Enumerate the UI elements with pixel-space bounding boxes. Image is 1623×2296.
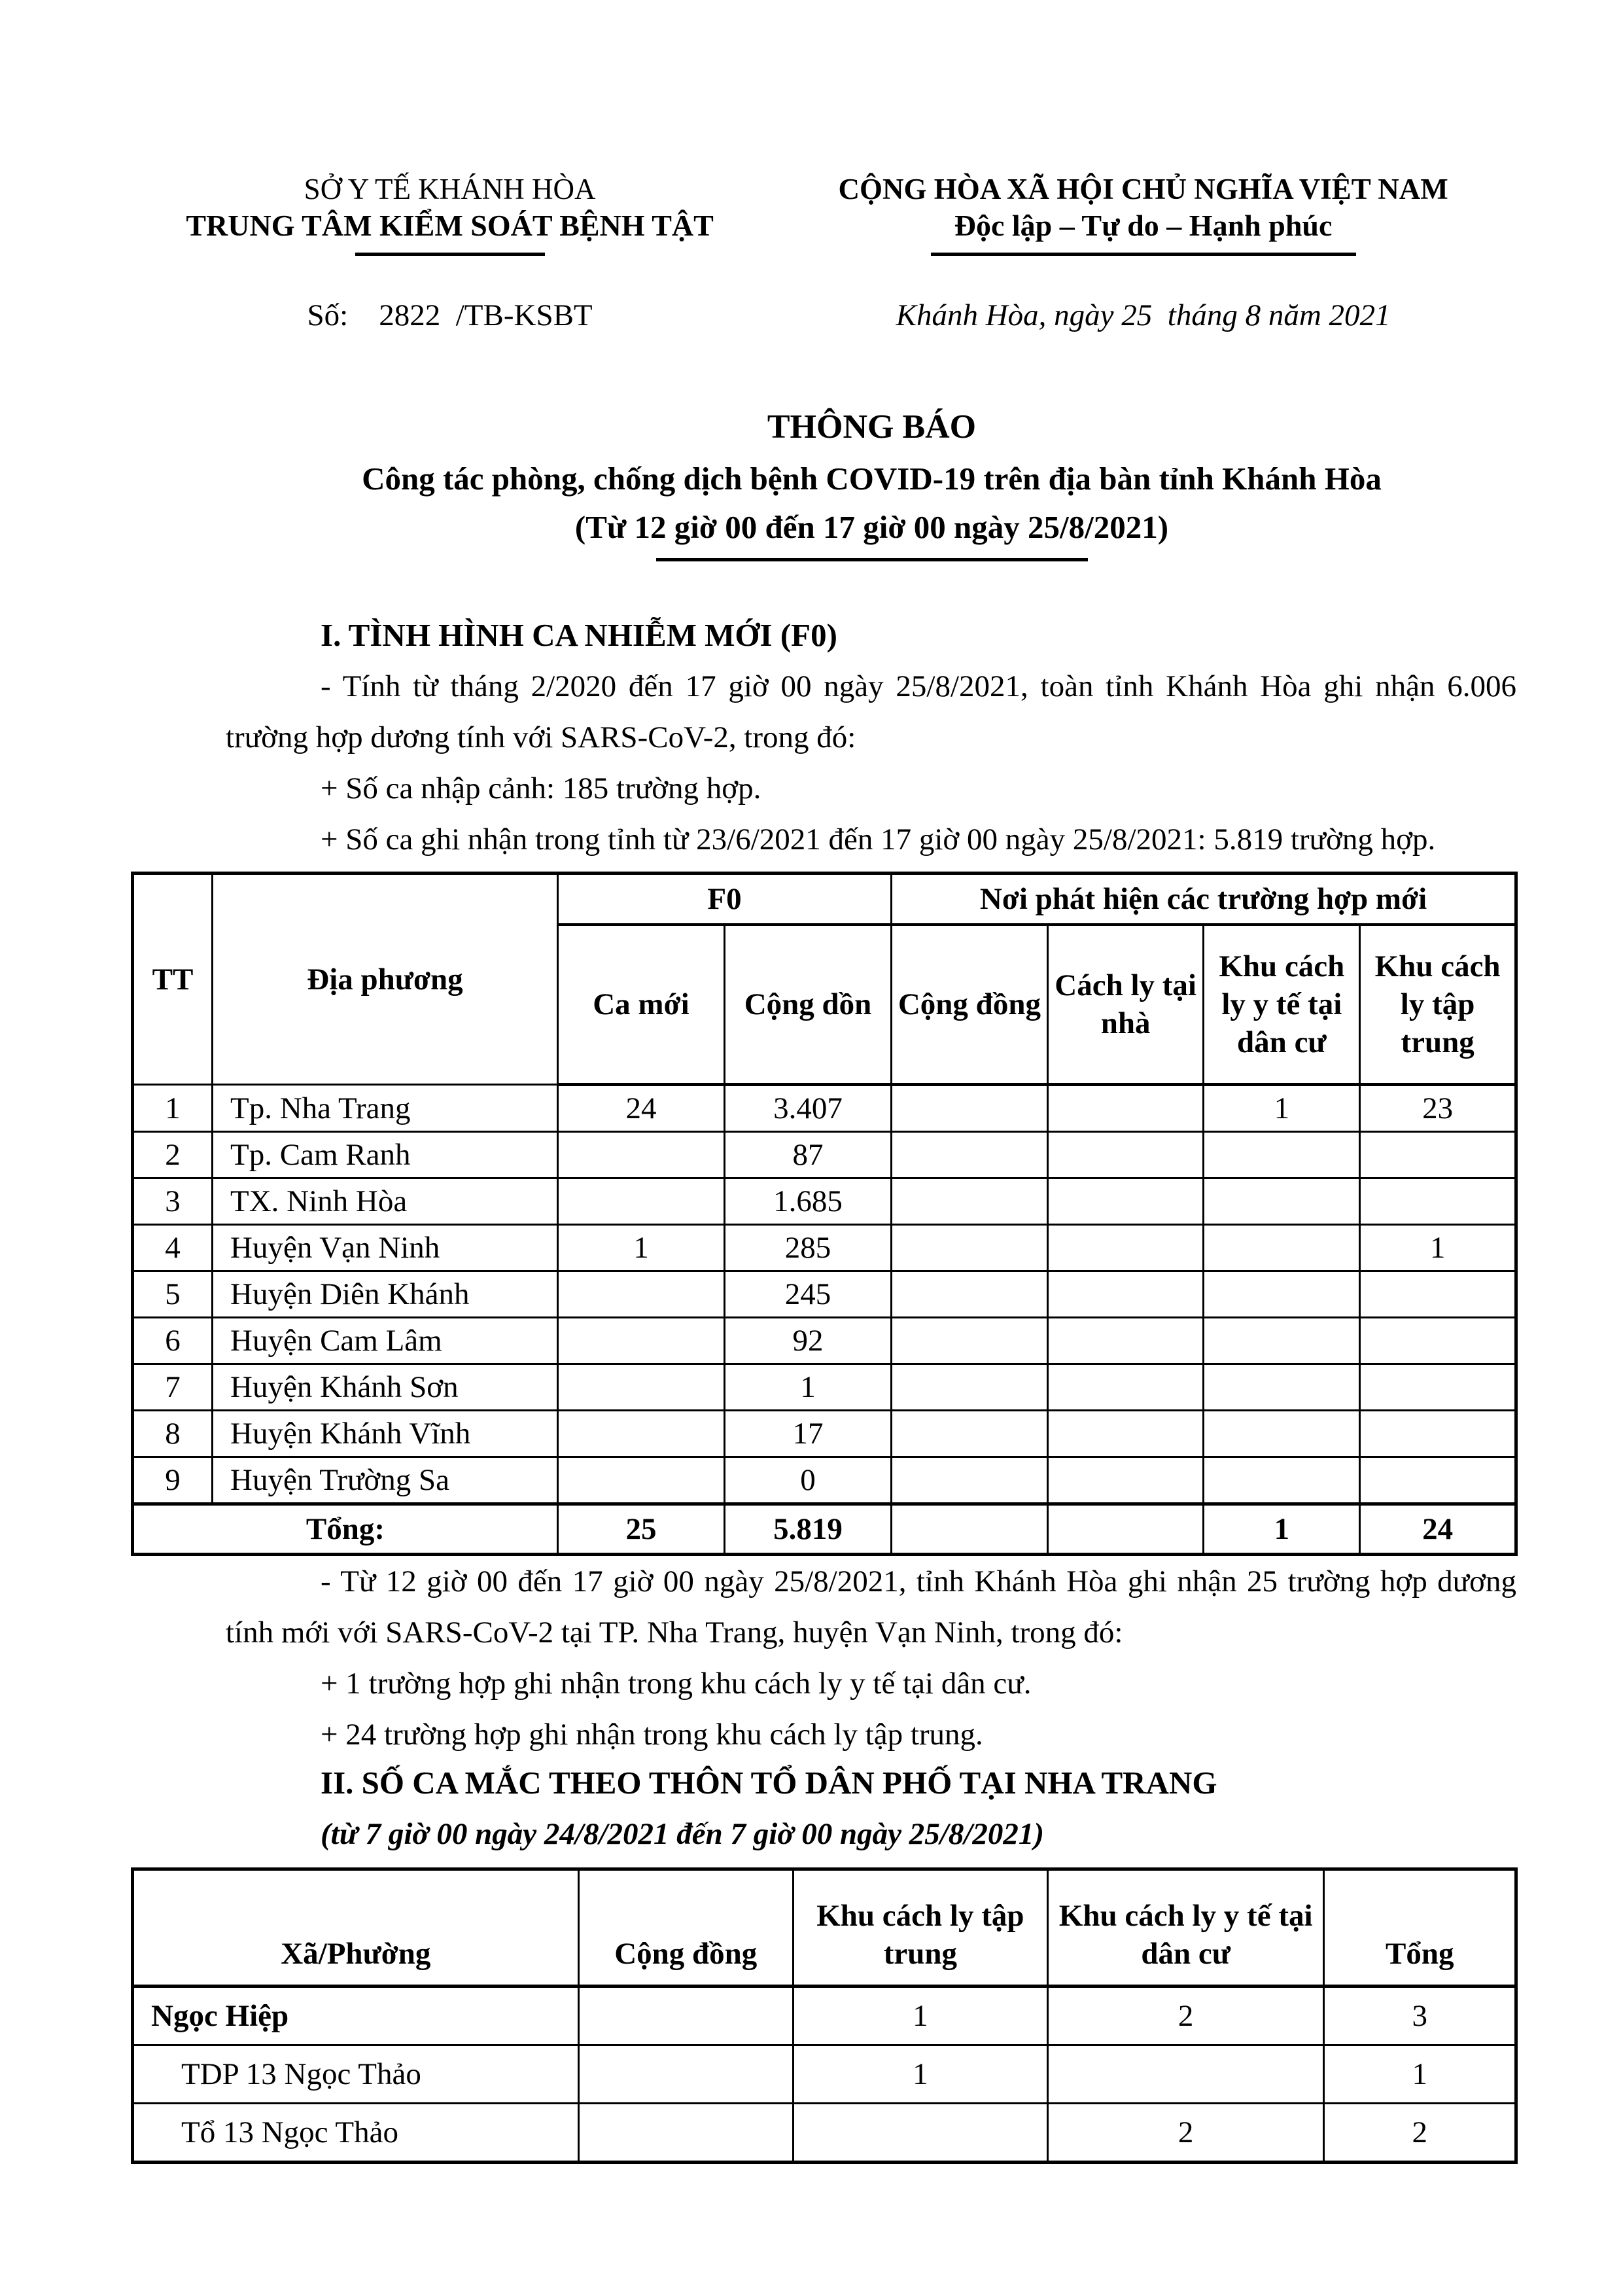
cell-home-quarantine (1047, 1085, 1204, 1132)
national-header-block (769, 171, 1518, 341)
cell-locality: Tp. Cam Ranh (213, 1132, 558, 1178)
cell-cumulative: 92 (724, 1318, 891, 1364)
table-total-row (133, 1504, 1516, 1555)
cell-central-quarantine (1360, 1457, 1516, 1504)
cell-home-quarantine (1047, 1132, 1204, 1178)
cell-home-quarantine (1047, 1411, 1204, 1457)
title-underline (656, 558, 1088, 561)
cell-new-cases (557, 1364, 724, 1411)
cell-medical-quarantine (1204, 1457, 1360, 1504)
cell-locality: Huyện Khánh Sơn (213, 1364, 558, 1411)
cell-new-cases (557, 1132, 724, 1178)
cell-central-quarantine: 1 (793, 2045, 1047, 2104)
col-header-ward: Xã/Phường (133, 1869, 579, 1987)
cell-central-quarantine: 1 (793, 1987, 1047, 2045)
cell-central-quarantine (1360, 1271, 1516, 1318)
col-header-tt: TT (133, 874, 213, 1085)
cell-cumulative: 0 (724, 1457, 891, 1504)
cell-community (892, 1271, 1048, 1318)
section-1-bullet-medical-zone: + 1 trường hợp ghi nhận trong khu cách ly y tế tại dân cư. (321, 1667, 1032, 1701)
table-row (133, 1132, 1516, 1178)
section-2-subtitle: (từ 7 giờ 00 ngày 24/8/2021 đến 7 giờ 00 ngày 25/8/2021) (321, 1817, 1045, 1851)
cell-central-quarantine (1360, 1364, 1516, 1411)
table-row (133, 1318, 1516, 1364)
cell-community (892, 1411, 1048, 1457)
cell-community (892, 1132, 1048, 1178)
cell-total-home-quarantine (1047, 1504, 1204, 1555)
section-1-paragraph: - Tính từ tháng 2/2020 đến 17 giờ 00 ngày 25/8/2021, toàn tỉnh Khánh Hòa ghi nhận 6.006 trường hợp dương tính với SARS-CoV-2, trong đó: (226, 669, 1516, 754)
cell-medical-quarantine: 2 (1047, 2104, 1324, 2163)
cell-central-quarantine (1360, 1411, 1516, 1457)
cell-cumulative: 245 (724, 1271, 891, 1318)
cell-cumulative: 285 (724, 1225, 891, 1271)
cell-community (892, 1457, 1048, 1504)
cell-central-quarantine (1360, 1318, 1516, 1364)
cell-locality: Huyện Trường Sa (213, 1457, 558, 1504)
cell-locality: Tp. Nha Trang (213, 1085, 558, 1132)
cell-ward-name: Ngọc Hiệp (133, 1987, 579, 2045)
place-date-line: Khánh Hòa, ngày 25 tháng 8 năm 2021 (896, 298, 1391, 332)
cell-total-cumulative: 5.819 (724, 1504, 891, 1555)
cell-total: 3 (1324, 1987, 1516, 2045)
cell-tt: 1 (133, 1085, 213, 1132)
cell-new-cases (557, 1271, 724, 1318)
table-row (133, 1457, 1516, 1504)
table-row (133, 1364, 1516, 1411)
document-header (131, 171, 1518, 341)
motto-underline (931, 253, 1356, 256)
col-header-locality: Địa phương (213, 874, 558, 1085)
cell-total-medical-quarantine: 1 (1204, 1504, 1360, 1555)
table-header-row (133, 1869, 1516, 1987)
cell-medical-quarantine (1204, 1178, 1360, 1225)
cell-locality: TX. Ninh Hòa (213, 1178, 558, 1225)
cell-tt: 5 (133, 1271, 213, 1318)
section-1-paragraph-2: - Từ 12 giờ 00 đến 17 giờ 00 ngày 25/8/2021, tỉnh Khánh Hòa ghi nhận 25 trường hợp dương tính mới với SARS-CoV-2 tại TP. Nha Trang, huyện Vạn Ninh, trong đó: (226, 1564, 1516, 1650)
cell-central-quarantine: 1 (1360, 1225, 1516, 1271)
cell-new-cases: 24 (557, 1085, 724, 1132)
reporting-period: (Từ 12 giờ 00 đến 17 giờ 00 ngày 25/8/2021) (574, 509, 1169, 545)
table-row (133, 1178, 1516, 1225)
section-1-bullet-central-zone: + 24 trường hợp ghi nhận trong khu cách ly tập trung. (321, 1718, 983, 1752)
cell-medical-quarantine (1204, 1318, 1360, 1364)
col-header-new-cases: Ca mới (557, 925, 724, 1085)
cell-community (892, 1364, 1048, 1411)
cell-new-cases (557, 1457, 724, 1504)
cell-community (892, 1318, 1048, 1364)
cell-home-quarantine (1047, 1225, 1204, 1271)
cell-tt: 4 (133, 1225, 213, 1271)
table-row-hamlet (133, 2045, 1516, 2104)
cell-medical-quarantine (1204, 1132, 1360, 1178)
cell-central-quarantine (1360, 1178, 1516, 1225)
col-header-cumulative: Cộng dồn (724, 925, 891, 1085)
col-header-central-quarantine: Khu cách ly tập trung (793, 1869, 1047, 1987)
cell-locality: Huyện Khánh Vĩnh (213, 1411, 558, 1457)
section-1-heading: I. TÌNH HÌNH CA NHIỄM MỚI (F0) (321, 617, 837, 653)
cell-home-quarantine (1047, 1364, 1204, 1411)
agency-underline (355, 253, 545, 256)
cell-tt: 3 (133, 1178, 213, 1225)
cell-tt: 2 (133, 1132, 213, 1178)
cell-home-quarantine (1047, 1178, 1204, 1225)
cell-medical-quarantine (1204, 1225, 1360, 1271)
cell-medical-quarantine (1047, 2045, 1324, 2104)
cell-medical-quarantine (1204, 1364, 1360, 1411)
cell-home-quarantine (1047, 1318, 1204, 1364)
col-header-community: Cộng đồng (578, 1869, 793, 1987)
national-motto: Độc lập – Tự do – Hạnh phúc (954, 209, 1333, 242)
table-row (133, 1085, 1516, 1132)
col-header-home-quarantine: Cách ly tại nhà (1047, 925, 1204, 1085)
section-1-bullet-imported-cases: + Số ca nhập cảnh: 185 trường hợp. (321, 771, 761, 805)
cell-medical-quarantine: 2 (1047, 1987, 1324, 2045)
cases-by-ward-table (131, 1867, 1518, 2164)
cell-home-quarantine (1047, 1457, 1204, 1504)
table-row-ward (133, 1987, 1516, 2045)
cell-community (578, 2104, 793, 2163)
cell-tt: 7 (133, 1364, 213, 1411)
cell-community (578, 2045, 793, 2104)
cell-tt: 6 (133, 1318, 213, 1364)
cell-cumulative: 1.685 (724, 1178, 891, 1225)
col-header-medical-quarantine-zone: Khu cách ly y tế tại dân cư (1204, 925, 1360, 1085)
document-subject: Công tác phòng, chống dịch bệnh COVID-19 trên địa bàn tỉnh Khánh Hòa (362, 461, 1382, 497)
cell-total-community (892, 1504, 1048, 1555)
cell-locality: Huyện Vạn Ninh (213, 1225, 558, 1271)
document-number: Số: 2822 /TB-KSBT (307, 298, 593, 332)
cell-locality: Huyện Cam Lâm (213, 1318, 558, 1364)
cell-total: 1 (1324, 2045, 1516, 2104)
agency-name: TRUNG TÂM KIỂM SOÁT BỆNH TẬT (186, 209, 714, 242)
cell-total: 2 (1324, 2104, 1516, 2163)
cell-new-cases (557, 1318, 724, 1364)
table-row (133, 1225, 1516, 1271)
cell-central-quarantine (1360, 1132, 1516, 1178)
cell-medical-quarantine (1204, 1271, 1360, 1318)
table-row (133, 1271, 1516, 1318)
cell-total-new-cases: 25 (557, 1504, 724, 1555)
cell-medical-quarantine (1204, 1411, 1360, 1457)
col-group-f0: F0 (557, 874, 891, 925)
cell-tt: 8 (133, 1411, 213, 1457)
col-group-detection-place: Nơi phát hiện các trường hợp mới (892, 874, 1516, 925)
section-1-bullet-local-cases: + Số ca ghi nhận trong tỉnh từ 23/6/2021 đến 17 giờ 00 ngày 25/8/2021: 5.819 trường hợp. (321, 822, 1436, 857)
cell-cumulative: 17 (724, 1411, 891, 1457)
cell-cumulative: 1 (724, 1364, 891, 1411)
cell-new-cases (557, 1178, 724, 1225)
issuing-agency-block (131, 171, 769, 341)
cell-tt: 9 (133, 1457, 213, 1504)
cell-new-cases: 1 (557, 1225, 724, 1271)
cell-community (892, 1178, 1048, 1225)
cell-community (892, 1085, 1048, 1132)
table-row (133, 1411, 1516, 1457)
cell-home-quarantine (1047, 1271, 1204, 1318)
cell-cumulative: 3.407 (724, 1085, 891, 1132)
cases-by-locality-table (131, 872, 1518, 1556)
country-name: CỘNG HÒA XÃ HỘI CHỦ NGHĨA VIỆT NAM (838, 173, 1448, 205)
col-header-medical-quarantine-zone: Khu cách ly y tế tại dân cư (1047, 1869, 1324, 1987)
cell-medical-quarantine: 1 (1204, 1085, 1360, 1132)
cell-community (892, 1225, 1048, 1271)
section-2-heading: II. SỐ CA MẮC THEO THÔN TỔ DÂN PHỐ TẠI NHA TRANG (321, 1765, 1217, 1801)
table-group-header-row (133, 874, 1516, 925)
cell-locality: Huyện Diên Khánh (213, 1271, 558, 1318)
cell-central-quarantine: 23 (1360, 1085, 1516, 1132)
cell-new-cases (557, 1411, 724, 1457)
cell-hamlet-name: Tổ 13 Ngọc Thảo (133, 2104, 579, 2163)
cell-total-label: Tổng: (133, 1504, 558, 1555)
col-header-central-quarantine: Khu cách ly tập trung (1360, 925, 1516, 1085)
document-type-title: THÔNG BÁO (767, 408, 977, 446)
cell-community (578, 1987, 793, 2045)
cell-central-quarantine (793, 2104, 1047, 2163)
cell-hamlet-name: TDP 13 Ngọc Thảo (133, 2045, 579, 2104)
title-block (226, 406, 1518, 561)
col-header-total: Tổng (1324, 1869, 1516, 1987)
agency-parent-name: SỞ Y TẾ KHÁNH HÒA (304, 173, 596, 205)
cell-total-central-quarantine: 24 (1360, 1504, 1516, 1555)
table-row-hamlet (133, 2104, 1516, 2163)
col-header-community: Cộng đồng (892, 925, 1048, 1085)
cell-cumulative: 87 (724, 1132, 891, 1178)
